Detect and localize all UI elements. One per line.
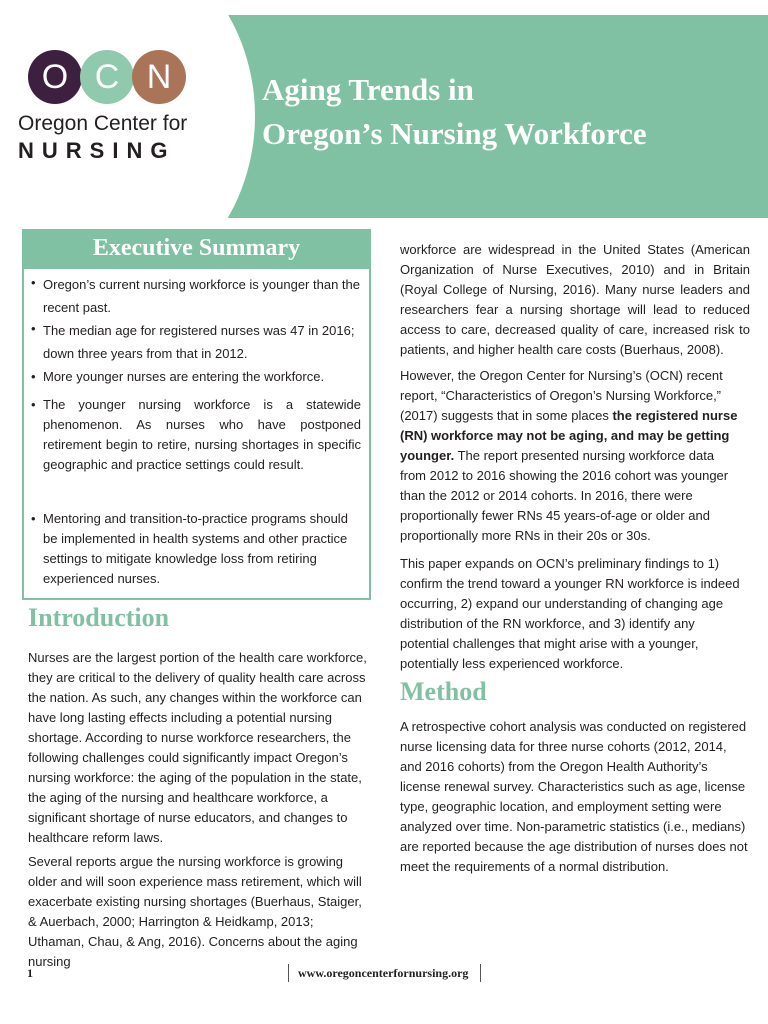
bullet-dot: •: [31, 321, 36, 336]
executive-summary-title-bar: [24, 231, 369, 269]
introduction-paragraph-1: Nurses are the largest portion of the health care workforce, they are critical to the delivery of quality health care across the nation. As such, any changes within the workforce can have long lasting effects including a potential nursing shortage. According to nurse workforce researchers, the following challenges could significantly impact Oregon’s nursing workforce: the aging of the population in the state, the aging of the nursing and healthcare workforce, a significant shortage of nurse educators, and changes to healthcare reform laws.: [28, 650, 367, 845]
bullet-dot: •: [31, 511, 36, 526]
footer-website-link[interactable]: www.oregoncenterfornursing.org: [298, 966, 469, 980]
logo-letter-n: N: [132, 50, 186, 104]
method-heading: Method: [400, 677, 487, 706]
right-paragraph-2-emphasis: the registered nurse (RN) workforce may not be aging, and may be getting younger.: [400, 408, 738, 463]
summary-bullet: [31, 273, 361, 319]
right-paragraph-3: This paper expands on OCN’s preliminary findings to 1) confirm the trend toward a younger RN workforce is indeed occurring, 2) expand our understanding of changing age distribution of the RN workforce, and 3) identify any potential challenges that might arise with a younger, potentially less experienced workforce.: [400, 556, 740, 671]
introduction-heading: Introduction: [28, 603, 170, 632]
logo-letter-c: C: [80, 50, 134, 104]
bullet-dot: •: [31, 275, 36, 290]
right-paragraph-2-text: However, the Oregon Center for Nursing’s (OCN) recent report, “Characteristics of Oregon’s Nursing Workforce,” (2017) suggests that in some places: [400, 368, 723, 423]
summary-bullet-text: The median age for registered nurses was 47 in 2016; down three years from that in 2012.: [43, 323, 355, 361]
right-paragraph-1: workforce are widespread in the United States (American Organization of Nurse Executives, 2010) and in Britain (Royal College of Nursing, 2016). Many nurse leaders and researchers fear a nursing shortage will lead to reduced access to care, decreased quality of care, increased risk to patients, and higher health care costs (Buerhaus, 2008).: [400, 242, 750, 357]
summary-bullet-text: The younger nursing workforce is a statewide phenomenon. As nurses who have postponed retirement begin to retire, nursing shortages in specific geographic and practice settings could result.: [43, 397, 361, 472]
footer-divider-right: [480, 964, 481, 982]
summary-bullet: [31, 509, 361, 589]
summary-bullet: [31, 319, 361, 365]
page-number: 1: [27, 966, 33, 980]
right-paragraph-2-text-cont: The report presented nursing workforce data from 2012 to 2016 showing the 2016 cohort was younger than the 2012 or 2014 cohorts. In 2016, there were proportionally fewer RNs 45 years-of-age or older and proportionally more RNs in their 20s or 30s.: [400, 448, 729, 543]
document-title-line2: Oregon’s Nursing Workforce: [262, 116, 647, 151]
executive-summary-title: Executive Summary: [92, 235, 301, 261]
logo-wordmark-line1: Oregon Center for: [18, 112, 188, 135]
ocn-logo: [18, 50, 198, 170]
footer-divider-left: [288, 964, 289, 982]
right-paragraph-2: [400, 366, 742, 546]
summary-bullet-text: Mentoring and transition-to-practice programs should be implemented in health systems and other practice settings to mitigate knowledge loss from retiring experienced nurses.: [43, 511, 348, 586]
bullet-dot: •: [31, 369, 36, 384]
method-paragraph: A retrospective cohort analysis was conducted on registered nurse licensing data for three nurse cohorts (2012, 2014, and 2016 cohorts) from the Oregon Health Authority’s license renewal survey. Characteristics such as age, license type, geographic location, and employment setting were analyzed over time. Non-parametric statistics (i.e., medians) are reported because the age distribution of nurses does not meet the requirements of a normal distribution.: [400, 719, 748, 874]
logo-wordmark-line2: NURSING: [18, 138, 176, 163]
bullet-dot: •: [31, 397, 36, 412]
summary-bullet-text: Oregon’s current nursing workforce is younger than the recent past.: [43, 277, 360, 315]
introduction-paragraph-2: Several reports argue the nursing workforce is growing older and will soon experience mass retirement, which will exacerbate existing nursing shortages (Buerhaus, Staiger, & Auerbach, 2000; Harrington & Heidkamp, 2013; Uthaman, Chau, & Ang, 2016). Concerns about the aging nursing: [28, 854, 362, 969]
document-title-line1: Aging Trends in: [262, 72, 474, 107]
summary-bullet-text: More younger nurses are entering the workforce.: [43, 369, 325, 384]
logo-letter-o: O: [28, 50, 82, 104]
executive-summary-box: [22, 229, 371, 600]
summary-bullet: [31, 367, 361, 387]
summary-bullet: [31, 395, 361, 475]
